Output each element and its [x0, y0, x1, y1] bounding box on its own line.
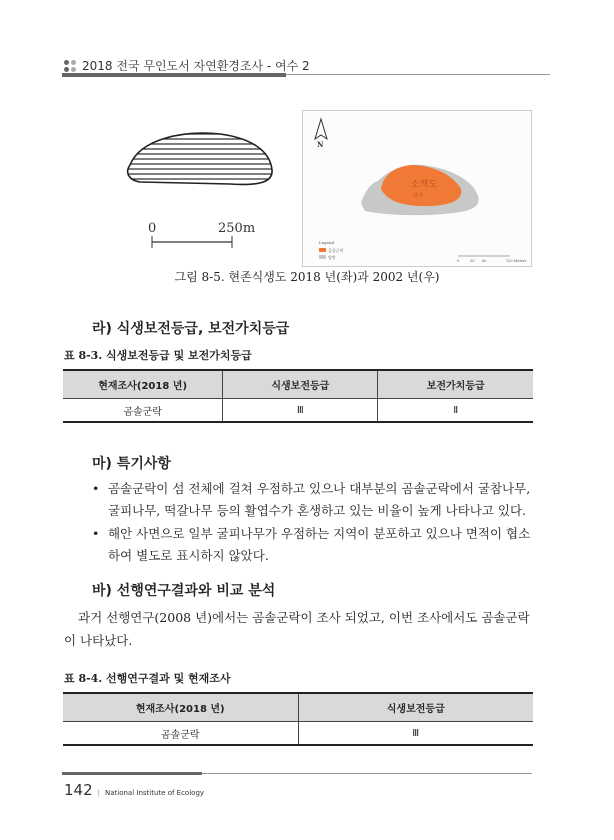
vegetation-map-2002 — [302, 110, 532, 267]
legend-item: 곰솔군락 — [328, 248, 344, 253]
running-header — [64, 57, 310, 74]
page-footer — [64, 781, 204, 799]
section-heading-ba: 바) 선행연구결과와 비교 분석 — [92, 583, 276, 599]
header-title: 2018 전국 무인도서 자연환경조사 - 여수 2 — [82, 59, 310, 73]
island-sub: 과거 — [413, 193, 423, 199]
table-previous-study — [63, 692, 533, 746]
column-header: 보전가치등급 — [378, 370, 533, 399]
institute-name: National Institute of Ecology — [105, 789, 205, 797]
table-cell: Ⅲ — [298, 722, 533, 746]
header-rule — [62, 73, 286, 77]
table-cell: 곰솔군락 — [63, 722, 298, 746]
table-cell: Ⅲ — [223, 399, 378, 423]
column-header: 현재조사(2018 년) — [63, 370, 223, 399]
list-item: • 곰솔군락이 섬 전체에 걸쳐 우점하고 있으나 대부분의 곰솔군락에서 굴참나무, 굴피나무, 떡갈나무 등의 활엽수가 혼생하고 있는 비율이 높게 나타나고 있다. — [92, 478, 537, 522]
legend-item: 암반 — [328, 255, 336, 260]
footer-separator: | — [97, 789, 100, 797]
section-heading-ma: 마) 특기사항 — [92, 456, 171, 472]
section-heading-ra: 라) 식생보전등급, 보전가치등급 — [92, 321, 290, 337]
table-conservation-grades — [63, 369, 533, 423]
map-scale-tick: 0 — [457, 259, 460, 263]
footer-rule-thin — [202, 773, 532, 774]
figure-caption: 그림 8-5. 현존식생도 2018 년(좌)과 2002 년(우) — [174, 270, 440, 284]
table1-caption: 표 8-3. 식생보전등급 및 보전가치등급 — [64, 349, 252, 362]
table-header-row — [63, 370, 533, 399]
header-dots-icon — [64, 60, 76, 72]
vegetation-map-2018 — [120, 120, 280, 260]
table-row — [63, 722, 533, 746]
north-arrow-icon — [315, 119, 327, 139]
island-name: 소책도 — [411, 180, 438, 190]
scale-zero: 0 — [148, 221, 157, 236]
notes-list — [92, 478, 537, 568]
column-header: 식생보전등급 — [298, 693, 533, 722]
legend-title: Legend — [319, 240, 335, 245]
table-cell: 곰솔군락 — [63, 399, 223, 423]
page-number: 142 — [64, 781, 93, 799]
comparison-paragraph: 과거 선행연구(2008 년)에서는 곰솔군락이 조사 되었고, 이번 조사에서도 곰솔군락이 나타났다. — [64, 610, 530, 648]
map-scale-tick: 60 — [482, 259, 487, 263]
table-cell: Ⅱ — [378, 399, 533, 423]
list-item: • 해안 사면으로 일부 굴피나무가 우점하는 지역이 분포하고 있으나 면적이 협소하여 별도로 표시하지 않았다. — [92, 523, 537, 567]
scale-label: 250m — [218, 221, 256, 236]
header-rule-thin — [286, 74, 550, 75]
table-header-row — [63, 693, 533, 722]
table-row — [63, 399, 533, 423]
column-header: 식생보전등급 — [223, 370, 378, 399]
map-scale-tick: 30 — [470, 259, 475, 263]
map-scale-tick: 120 Meters — [506, 259, 527, 263]
table2-caption: 표 8-4. 선행연구결과 및 현재조사 — [64, 672, 231, 685]
column-header: 현재조사(2018 년) — [63, 693, 298, 722]
north-label: N — [317, 140, 324, 149]
footer-rule — [62, 772, 202, 775]
